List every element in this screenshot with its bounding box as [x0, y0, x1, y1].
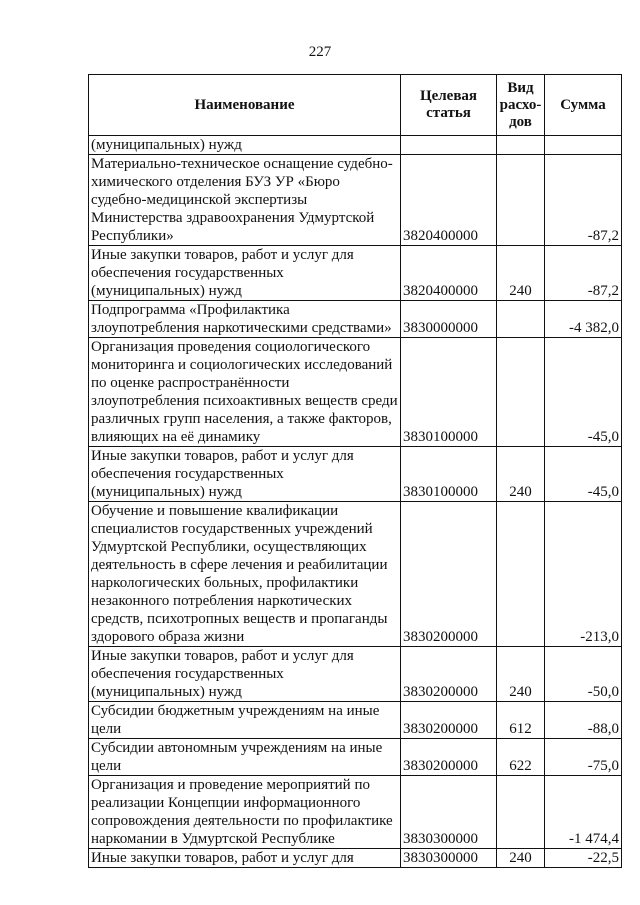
row-name: Субсидии автономным учреждениям на иные цели	[89, 739, 401, 776]
table-row	[89, 338, 622, 447]
row-code: 3830300000	[401, 849, 497, 868]
table-row	[89, 447, 622, 502]
row-type: 240	[497, 246, 545, 301]
row-name: Обучение и повышение квалификации специалистов государственных учреждений Удмуртской Республики, осуществляющих деятельность в сфере лечения и реабилитации наркологических больных, профилактики незаконного потребления наркотических средств, психотропных веществ и пропаганды здорового образа жизни	[89, 502, 401, 647]
row-sum: -75,0	[545, 739, 622, 776]
row-type	[497, 136, 545, 155]
row-type	[497, 502, 545, 647]
row-name: Организация и проведение мероприятий по реализации Концепции информационного сопровождения деятельности по профилактике наркомании в Удмуртской Республике	[89, 776, 401, 849]
row-name: Организация проведения социологического мониторинга и социологических исследований по оценке распространённости злоупотребления психоактивных веществ среди различных групп населения, а также факторов, влияющих на её динамику	[89, 338, 401, 447]
row-type: 612	[497, 702, 545, 739]
row-sum	[545, 136, 622, 155]
row-type: 622	[497, 739, 545, 776]
row-type: 240	[497, 849, 545, 868]
row-name: Субсидии бюджетным учреждениям на иные цели	[89, 702, 401, 739]
row-name: Иные закупки товаров, работ и услуг для обеспечения государственных (муниципальных) нужд	[89, 647, 401, 702]
row-sum: -88,0	[545, 702, 622, 739]
table-row	[89, 647, 622, 702]
budget-table	[88, 74, 622, 868]
table-row	[89, 301, 622, 338]
row-code: 3830100000	[401, 447, 497, 502]
row-sum: -1 474,4	[545, 776, 622, 849]
row-sum: -22,5	[545, 849, 622, 868]
row-type: 240	[497, 647, 545, 702]
row-name: Иные закупки товаров, работ и услуг для обеспечения государственных (муниципальных) нужд	[89, 246, 401, 301]
row-type	[497, 776, 545, 849]
row-type: 240	[497, 447, 545, 502]
table-row	[89, 155, 622, 246]
row-code: 3830000000	[401, 301, 497, 338]
row-code: 3830200000	[401, 647, 497, 702]
table-row	[89, 776, 622, 849]
page-number: 227	[308, 44, 332, 60]
column-header-name: Наименование	[89, 75, 401, 136]
row-sum: -87,2	[545, 155, 622, 246]
row-sum: -45,0	[545, 338, 622, 447]
row-code: 3820400000	[401, 246, 497, 301]
row-sum: -4 382,0	[545, 301, 622, 338]
row-code: 3830200000	[401, 502, 497, 647]
table-row	[89, 739, 622, 776]
table-row	[89, 702, 622, 739]
row-sum: -213,0	[545, 502, 622, 647]
table-header-row	[89, 75, 622, 136]
row-sum: -87,2	[545, 246, 622, 301]
row-code: 3830200000	[401, 702, 497, 739]
table-row	[89, 502, 622, 647]
row-type	[497, 155, 545, 246]
row-code	[401, 136, 497, 155]
column-header-sum: Сумма	[545, 75, 622, 136]
row-name: Материально-техническое оснащение судебно-химического отделения БУЗ УР «Бюро судебно-медицинской экспертизы Министерства здравоохранения Удмуртской Республики»	[89, 155, 401, 246]
row-name: Иные закупки товаров, работ и услуг для	[89, 849, 401, 868]
table-row	[89, 849, 622, 868]
row-name: Подпрограмма «Профилактика злоупотребления наркотическими средствами»	[89, 301, 401, 338]
row-code: 3830100000	[401, 338, 497, 447]
row-name: (муниципальных) нужд	[89, 136, 401, 155]
column-header-type: Вид расхо-дов	[497, 75, 545, 136]
table-row	[89, 246, 622, 301]
row-sum: -45,0	[545, 447, 622, 502]
row-code: 3830200000	[401, 739, 497, 776]
row-sum: -50,0	[545, 647, 622, 702]
row-name: Иные закупки товаров, работ и услуг для обеспечения государственных (муниципальных) нужд	[89, 447, 401, 502]
row-code: 3830300000	[401, 776, 497, 849]
column-header-code: Целевая статья	[401, 75, 497, 136]
row-code: 3820400000	[401, 155, 497, 246]
table-row	[89, 136, 622, 155]
row-type	[497, 301, 545, 338]
row-type	[497, 338, 545, 447]
